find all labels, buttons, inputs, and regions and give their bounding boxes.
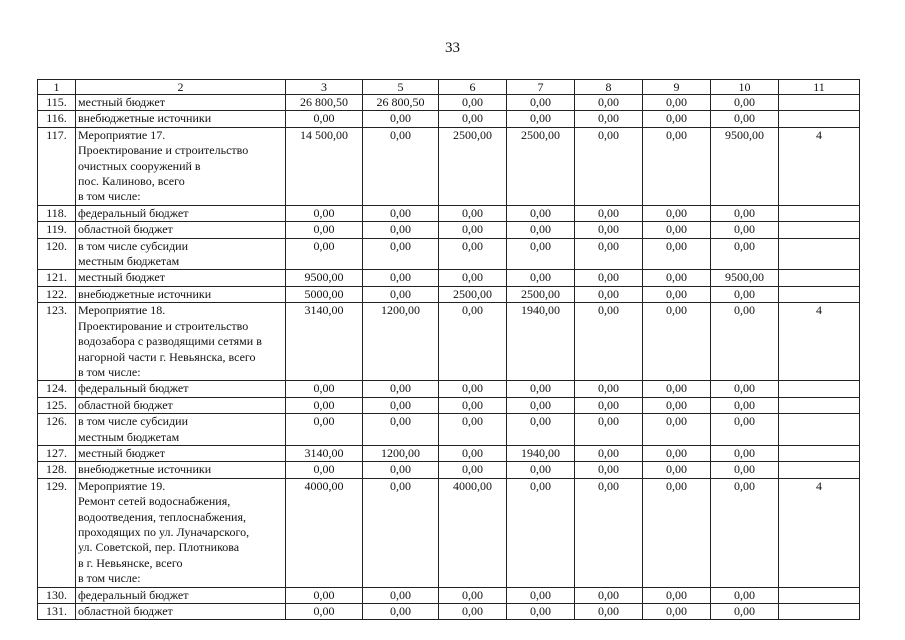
- amount-cell: 0,00: [439, 462, 507, 478]
- note-cell: [779, 270, 860, 286]
- note-cell: [779, 445, 860, 461]
- item-name-cell: местный бюджет: [76, 445, 286, 461]
- amount-cell: 0,00: [507, 111, 575, 127]
- row-number-cell: 117.: [38, 127, 76, 205]
- amount-cell: 26 800,50: [363, 95, 439, 111]
- amount-cell: 0,00: [575, 270, 643, 286]
- amount-cell: 0,00: [439, 587, 507, 603]
- row-number-cell: 120.: [38, 238, 76, 270]
- item-name-cell: областной бюджет: [76, 604, 286, 620]
- amount-cell: 0,00: [643, 222, 711, 238]
- amount-cell: 0,00: [439, 95, 507, 111]
- row-number-cell: 131.: [38, 604, 76, 620]
- amount-cell: 0,00: [286, 397, 363, 413]
- column-header: 3: [286, 80, 363, 95]
- amount-cell: 2500,00: [439, 286, 507, 302]
- note-cell: [779, 111, 860, 127]
- column-header: 2: [76, 80, 286, 95]
- amount-cell: 0,00: [575, 238, 643, 270]
- amount-cell: 0,00: [711, 286, 779, 302]
- amount-cell: 0,00: [711, 205, 779, 221]
- table-row: [38, 286, 860, 302]
- amount-cell: 0,00: [507, 95, 575, 111]
- amount-cell: 0,00: [507, 414, 575, 446]
- amount-cell: 4000,00: [286, 478, 363, 587]
- amount-cell: 0,00: [363, 587, 439, 603]
- row-number-cell: 126.: [38, 414, 76, 446]
- table-row: [38, 397, 860, 413]
- amount-cell: 0,00: [363, 381, 439, 397]
- item-name-cell: областной бюджет: [76, 222, 286, 238]
- amount-cell: 2500,00: [507, 127, 575, 205]
- amount-cell: 0,00: [363, 478, 439, 587]
- amount-cell: 0,00: [711, 587, 779, 603]
- table-row: [38, 127, 860, 205]
- amount-cell: 0,00: [575, 445, 643, 461]
- note-cell: 4: [779, 478, 860, 587]
- amount-cell: 0,00: [711, 604, 779, 620]
- amount-cell: 0,00: [711, 397, 779, 413]
- row-number-cell: 118.: [38, 205, 76, 221]
- amount-cell: 0,00: [507, 238, 575, 270]
- amount-cell: 0,00: [643, 445, 711, 461]
- amount-cell: 0,00: [711, 95, 779, 111]
- row-number-cell: 130.: [38, 587, 76, 603]
- amount-cell: 0,00: [507, 205, 575, 221]
- amount-cell: 14 500,00: [286, 127, 363, 205]
- amount-cell: 3140,00: [286, 445, 363, 461]
- item-name-cell: Мероприятие 18. Проектирование и строительство водозабора с разводящими сетями в нагорной части г. Невьянска, всего в том числе:: [76, 303, 286, 381]
- amount-cell: 0,00: [643, 397, 711, 413]
- amount-cell: 0,00: [363, 270, 439, 286]
- row-number-cell: 121.: [38, 270, 76, 286]
- amount-cell: 0,00: [286, 587, 363, 603]
- amount-cell: 0,00: [439, 222, 507, 238]
- row-number-cell: 115.: [38, 95, 76, 111]
- note-cell: 4: [779, 127, 860, 205]
- amount-cell: 0,00: [711, 478, 779, 587]
- amount-cell: 0,00: [575, 381, 643, 397]
- amount-cell: 0,00: [507, 587, 575, 603]
- column-header: 8: [575, 80, 643, 95]
- amount-cell: 0,00: [507, 478, 575, 587]
- note-cell: [779, 286, 860, 302]
- table-row: [38, 462, 860, 478]
- amount-cell: 0,00: [363, 397, 439, 413]
- amount-cell: 0,00: [439, 604, 507, 620]
- item-name-cell: местный бюджет: [76, 95, 286, 111]
- amount-cell: 0,00: [643, 270, 711, 286]
- amount-cell: 0,00: [507, 381, 575, 397]
- table-row: [38, 303, 860, 381]
- amount-cell: 0,00: [286, 205, 363, 221]
- table-row: [38, 270, 860, 286]
- amount-cell: 0,00: [507, 397, 575, 413]
- amount-cell: 0,00: [439, 414, 507, 446]
- amount-cell: 0,00: [711, 381, 779, 397]
- amount-cell: 0,00: [711, 238, 779, 270]
- amount-cell: 0,00: [286, 111, 363, 127]
- amount-cell: 0,00: [363, 127, 439, 205]
- amount-cell: 0,00: [643, 462, 711, 478]
- item-name-cell: Мероприятие 19. Ремонт сетей водоснабжения, водоотведения, теплоснабжения, проходящих по ул. Луначарского, ул. Советской, пер. Плотникова в г. Невьянске, всего в том числе:: [76, 478, 286, 587]
- amount-cell: 1940,00: [507, 303, 575, 381]
- note-cell: [779, 222, 860, 238]
- amount-cell: 0,00: [575, 205, 643, 221]
- column-header: 9: [643, 80, 711, 95]
- amount-cell: 26 800,50: [286, 95, 363, 111]
- amount-cell: 0,00: [575, 111, 643, 127]
- column-header: 11: [779, 80, 860, 95]
- amount-cell: 0,00: [286, 222, 363, 238]
- item-name-cell: федеральный бюджет: [76, 205, 286, 221]
- item-name-cell: внебюджетные источники: [76, 462, 286, 478]
- amount-cell: 0,00: [575, 303, 643, 381]
- amount-cell: 0,00: [575, 414, 643, 446]
- amount-cell: 0,00: [286, 604, 363, 620]
- column-header: 6: [439, 80, 507, 95]
- note-cell: [779, 238, 860, 270]
- column-header: 10: [711, 80, 779, 95]
- note-cell: [779, 397, 860, 413]
- amount-cell: 0,00: [643, 205, 711, 221]
- amount-cell: 0,00: [363, 286, 439, 302]
- item-name-cell: федеральный бюджет: [76, 587, 286, 603]
- amount-cell: 0,00: [711, 445, 779, 461]
- amount-cell: 0,00: [363, 414, 439, 446]
- row-number-cell: 123.: [38, 303, 76, 381]
- budget-table: [37, 79, 860, 620]
- table-row: [38, 587, 860, 603]
- amount-cell: 2500,00: [507, 286, 575, 302]
- amount-cell: 0,00: [643, 127, 711, 205]
- page-number: 33: [445, 40, 460, 56]
- table-row: [38, 478, 860, 587]
- row-number-cell: 127.: [38, 445, 76, 461]
- table-row: [38, 238, 860, 270]
- amount-cell: 0,00: [439, 111, 507, 127]
- amount-cell: 0,00: [507, 604, 575, 620]
- table-row: [38, 205, 860, 221]
- amount-cell: 0,00: [286, 238, 363, 270]
- amount-cell: 0,00: [643, 95, 711, 111]
- amount-cell: 0,00: [439, 303, 507, 381]
- row-number-cell: 119.: [38, 222, 76, 238]
- item-name-cell: федеральный бюджет: [76, 381, 286, 397]
- amount-cell: 0,00: [363, 205, 439, 221]
- amount-cell: 0,00: [711, 414, 779, 446]
- column-header: 5: [363, 80, 439, 95]
- table-row: [38, 222, 860, 238]
- amount-cell: 0,00: [439, 205, 507, 221]
- amount-cell: 3140,00: [286, 303, 363, 381]
- amount-cell: 0,00: [363, 462, 439, 478]
- item-name-cell: в том числе субсидии местным бюджетам: [76, 238, 286, 270]
- note-cell: [779, 381, 860, 397]
- row-number-cell: 116.: [38, 111, 76, 127]
- amount-cell: 0,00: [575, 587, 643, 603]
- amount-cell: 0,00: [643, 478, 711, 587]
- amount-cell: 0,00: [439, 445, 507, 461]
- item-name-cell: местный бюджет: [76, 270, 286, 286]
- amount-cell: 0,00: [363, 111, 439, 127]
- amount-cell: 0,00: [711, 303, 779, 381]
- table-body: [38, 80, 860, 620]
- note-cell: [779, 587, 860, 603]
- amount-cell: 0,00: [643, 604, 711, 620]
- row-number-cell: 128.: [38, 462, 76, 478]
- amount-cell: 1200,00: [363, 445, 439, 461]
- note-cell: [779, 205, 860, 221]
- note-cell: [779, 95, 860, 111]
- amount-cell: 0,00: [575, 286, 643, 302]
- amount-cell: 0,00: [439, 381, 507, 397]
- amount-cell: 5000,00: [286, 286, 363, 302]
- amount-cell: 0,00: [643, 414, 711, 446]
- column-header: 1: [38, 80, 76, 95]
- amount-cell: 0,00: [575, 478, 643, 587]
- table-row: [38, 381, 860, 397]
- amount-cell: 1200,00: [363, 303, 439, 381]
- header-row: [38, 80, 860, 95]
- amount-cell: 0,00: [575, 127, 643, 205]
- amount-cell: 2500,00: [439, 127, 507, 205]
- amount-cell: 0,00: [507, 222, 575, 238]
- amount-cell: 4000,00: [439, 478, 507, 587]
- item-name-cell: внебюджетные источники: [76, 111, 286, 127]
- note-cell: 4: [779, 303, 860, 381]
- table-row: [38, 414, 860, 446]
- row-number-cell: 125.: [38, 397, 76, 413]
- note-cell: [779, 604, 860, 620]
- amount-cell: 1940,00: [507, 445, 575, 461]
- amount-cell: 0,00: [575, 95, 643, 111]
- amount-cell: 0,00: [711, 222, 779, 238]
- amount-cell: 0,00: [439, 397, 507, 413]
- note-cell: [779, 414, 860, 446]
- amount-cell: 0,00: [711, 111, 779, 127]
- amount-cell: 0,00: [711, 462, 779, 478]
- table-row: [38, 111, 860, 127]
- item-name-cell: внебюджетные источники: [76, 286, 286, 302]
- row-number-cell: 122.: [38, 286, 76, 302]
- amount-cell: 0,00: [439, 270, 507, 286]
- row-number-cell: 129.: [38, 478, 76, 587]
- amount-cell: 0,00: [286, 462, 363, 478]
- amount-cell: 0,00: [643, 111, 711, 127]
- amount-cell: 0,00: [643, 238, 711, 270]
- note-cell: [779, 462, 860, 478]
- amount-cell: 0,00: [575, 462, 643, 478]
- amount-cell: 9500,00: [286, 270, 363, 286]
- amount-cell: 9500,00: [711, 270, 779, 286]
- amount-cell: 0,00: [643, 286, 711, 302]
- amount-cell: 0,00: [439, 238, 507, 270]
- amount-cell: 0,00: [363, 604, 439, 620]
- amount-cell: 0,00: [575, 397, 643, 413]
- column-header: 7: [507, 80, 575, 95]
- item-name-cell: областной бюджет: [76, 397, 286, 413]
- amount-cell: 0,00: [643, 381, 711, 397]
- row-number-cell: 124.: [38, 381, 76, 397]
- table-row: [38, 445, 860, 461]
- amount-cell: 0,00: [286, 381, 363, 397]
- amount-cell: 0,00: [575, 222, 643, 238]
- table-row: [38, 604, 860, 620]
- amount-cell: 0,00: [507, 270, 575, 286]
- item-name-cell: в том числе субсидии местным бюджетам: [76, 414, 286, 446]
- item-name-cell: Мероприятие 17. Проектирование и строительство очистных сооружений в пос. Калиново, всего в том числе:: [76, 127, 286, 205]
- table-row: [38, 95, 860, 111]
- amount-cell: 0,00: [286, 414, 363, 446]
- amount-cell: 0,00: [363, 222, 439, 238]
- amount-cell: 0,00: [643, 587, 711, 603]
- amount-cell: 0,00: [643, 303, 711, 381]
- amount-cell: 0,00: [363, 238, 439, 270]
- amount-cell: 9500,00: [711, 127, 779, 205]
- amount-cell: 0,00: [575, 604, 643, 620]
- amount-cell: 0,00: [507, 462, 575, 478]
